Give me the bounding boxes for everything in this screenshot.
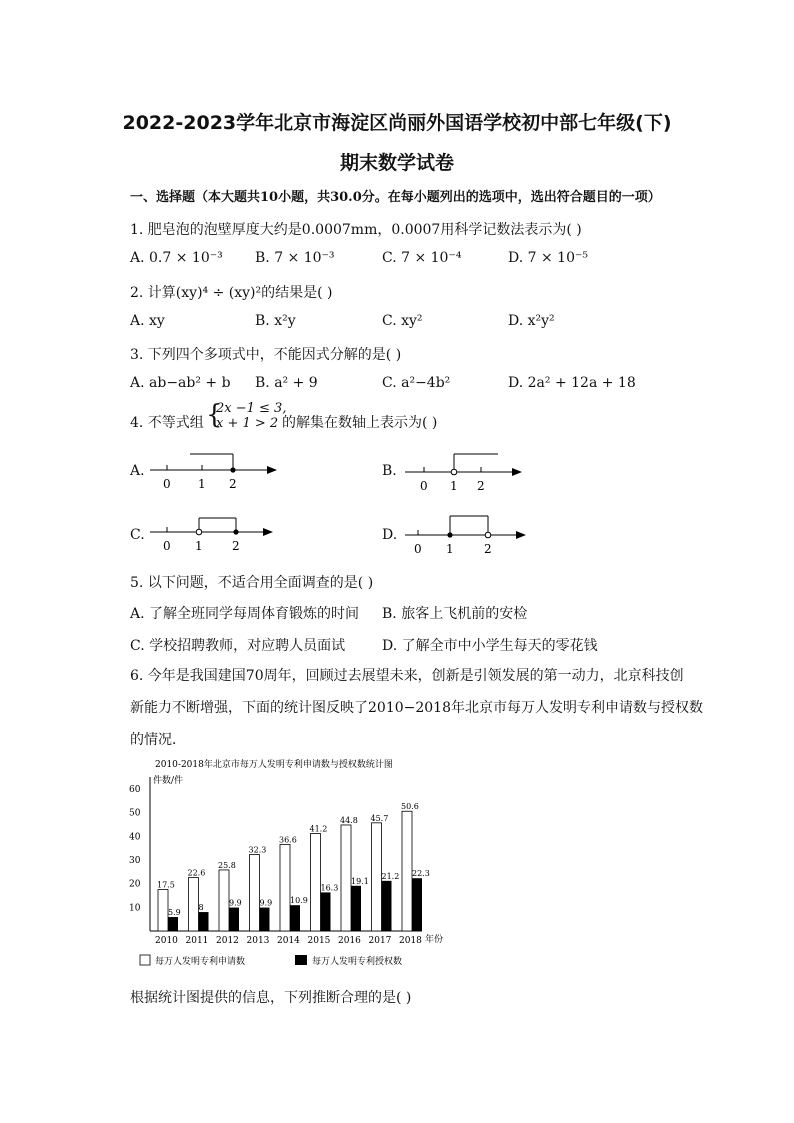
label-applications-2011: 22.6 [187, 868, 206, 878]
tick-1-label: 1 [195, 539, 203, 553]
question-4-stem-post: 的解集在数轴上表示为( ) [282, 415, 438, 431]
label-applications-2014: 36.6 [279, 835, 297, 845]
tick-2-label: 2 [229, 477, 237, 491]
label-applications-2016: 44.8 [340, 815, 358, 825]
legend-label-grants: 每万人发明专利授权数 [312, 957, 403, 967]
q1-option-d: D. 7 × 10⁻⁵ [508, 250, 588, 266]
label-grants-2011: 8 [198, 903, 204, 913]
label-applications-2015: 41.2 [309, 824, 328, 834]
label-applications-2013: 32.3 [248, 845, 267, 855]
q1-option-c: C. 7 × 10⁻⁴ [382, 250, 462, 266]
tick-1-label: 1 [446, 542, 454, 556]
patent-bar-chart [125, 755, 465, 977]
q4-label-a: A. [130, 463, 145, 479]
q2-option-c: C. xy² [382, 313, 423, 329]
q5-option-d: D. 了解全市中小学生每天的零花钱 [382, 638, 598, 654]
label-grants-2017: 21.2 [381, 871, 400, 881]
y-tick-label-20: 20 [129, 879, 141, 890]
q2-option-d: D. x²y² [508, 313, 555, 329]
question-1-stem: 1. 肥皂泡的泡壁厚度大约是0.0007mm，0.0007用科学记数法表示为( ) [130, 222, 582, 238]
chart-title: 2010-2018年北京市每万人发明专利申请数与授权数统计图 [155, 760, 393, 770]
legend-swatch-grants [295, 955, 307, 965]
question-6-line1: 6. 今年是我国建国70周年，回顾过去展望未来，创新是引领发展的第一动力，北京科技创 [130, 668, 684, 684]
label-applications-2012: 25.8 [218, 860, 236, 870]
bar-applications-2011 [189, 878, 199, 931]
tick-2-label: 2 [232, 539, 240, 553]
tick-0-label: 0 [163, 477, 171, 491]
bar-grants-2014 [290, 905, 300, 931]
number-line-a [145, 448, 285, 496]
bar-applications-2018 [402, 811, 412, 931]
y-tick-label-40: 40 [129, 832, 141, 843]
bar-applications-2010 [158, 890, 168, 931]
q5-option-c: C. 学校招聘教师，对应聘人员面试 [130, 638, 346, 654]
tick-0-label: 0 [414, 542, 422, 556]
bar-grants-2017 [382, 881, 392, 931]
q3-option-d: D. 2a² + 12a + 18 [508, 375, 636, 391]
label-applications-2017: 45.7 [370, 813, 389, 823]
bar-grants-2010 [168, 917, 178, 931]
number-line-d [400, 512, 535, 560]
q2-option-a: A. xy [130, 313, 165, 329]
q4-label-b: B. [382, 463, 397, 479]
tick-2-label: 2 [484, 542, 492, 556]
q4-label-d: D. [382, 527, 398, 543]
q5-option-b: B. 旅客上飞机前的安检 [382, 606, 528, 622]
inequality-1: 2x −1 ≤ 3, [216, 401, 287, 416]
y-tick-label-60: 60 [129, 785, 141, 795]
bar-grants-2016 [351, 886, 361, 931]
exam-title-line2: 期末数学试卷 [339, 152, 454, 174]
x-tick-label-2013: 2013 [246, 936, 270, 946]
question-6-prompt: 根据统计图提供的信息，下列推断合理的是( ) [130, 990, 412, 1006]
label-grants-2013: 9.9 [259, 898, 273, 908]
exam-title-line1: 2022-2023学年北京市海淀区尚丽外国语学校初中部七年级(下) [122, 112, 672, 134]
q3-option-b: B. a² + 9 [255, 375, 318, 391]
section-heading: 一、选择题（本大题共10小题，共30.0分。在每小题列出的选项中，选出符合题目的一项） [130, 190, 661, 205]
bar-grants-2013 [260, 908, 270, 931]
q3-option-a: A. ab−ab² + b [130, 375, 231, 391]
chart-xlabel: 年份 [425, 935, 444, 945]
q2-option-b: B. x²y [255, 313, 296, 329]
y-tick-label-10: 10 [129, 903, 141, 914]
q1-option-b: B. 7 × 10⁻³ [255, 250, 335, 266]
label-applications-2018: 50.6 [401, 802, 419, 812]
bar-grants-2011 [199, 912, 209, 931]
x-tick-label-2011: 2011 [185, 936, 209, 946]
question-6-line2: 新能力不断增强，下面的统计图反映了2010−2018年北京市每万人发明专利申请数与授权数 [130, 700, 703, 716]
q1-option-a: A. 0.7 × 10⁻³ [130, 250, 223, 266]
legend-label-applications: 每万人发明专利申请数 [155, 957, 246, 967]
x-tick-label-2012: 2012 [216, 936, 239, 946]
chart-ylabel: 件数/件 [153, 776, 184, 786]
label-grants-2015: 16.3 [320, 883, 339, 893]
label-grants-2018: 22.3 [412, 869, 430, 879]
tick-1-label: 1 [198, 477, 206, 491]
label-applications-2010: 17.5 [157, 880, 175, 890]
tick-0-label: 0 [163, 539, 171, 553]
question-4-stem-pre: 4. 不等式组 [130, 415, 204, 431]
legend-swatch-applications [140, 955, 150, 965]
tick-2-label: 2 [477, 479, 485, 493]
q5-option-a: A. 了解全班同学每周体育锻炼的时间 [130, 606, 360, 622]
bar-applications-2016 [341, 825, 351, 931]
number-line-b [400, 448, 530, 496]
bar-grants-2015 [321, 892, 331, 931]
question-3-stem: 3. 下列四个多项式中，不能因式分解的是( ) [130, 347, 402, 363]
x-tick-label-2018: 2018 [399, 936, 422, 946]
question-2-stem: 2. 计算(xy)⁴ ÷ (xy)²的结果是( ) [130, 285, 333, 301]
q4-label-c: C. [130, 527, 145, 543]
label-grants-2010: 5.9 [168, 908, 181, 918]
label-grants-2014: 10.9 [290, 896, 308, 906]
system-brace: { [206, 400, 223, 430]
inequality-2: x + 1 > 2 [216, 416, 279, 431]
y-tick-label-30: 30 [129, 856, 141, 866]
x-tick-label-2016: 2016 [338, 936, 361, 946]
label-grants-2012: 9.9 [229, 898, 242, 908]
tick-1-label: 1 [450, 479, 458, 493]
x-tick-label-2014: 2014 [277, 936, 300, 946]
x-tick-label-2017: 2017 [368, 936, 392, 946]
bar-applications-2013 [250, 855, 260, 931]
bar-applications-2012 [219, 870, 229, 931]
bar-applications-2015 [311, 833, 321, 931]
question-6-line3: 的情况． [130, 732, 186, 748]
bar-applications-2017 [372, 823, 382, 931]
tick-0-label: 0 [420, 479, 428, 493]
label-grants-2016: 19.1 [351, 876, 369, 886]
y-tick-label-50: 50 [129, 808, 141, 819]
x-tick-label-2010: 2010 [155, 936, 178, 946]
question-5-stem: 5. 以下问题，不适合用全面调查的是( ) [130, 575, 374, 591]
number-line-c [145, 512, 285, 560]
bar-grants-2018 [412, 878, 422, 931]
q3-option-c: C. a²−4b² [382, 375, 451, 391]
x-tick-label-2015: 2015 [307, 936, 331, 946]
bar-grants-2012 [229, 908, 239, 931]
bar-applications-2014 [280, 844, 290, 931]
